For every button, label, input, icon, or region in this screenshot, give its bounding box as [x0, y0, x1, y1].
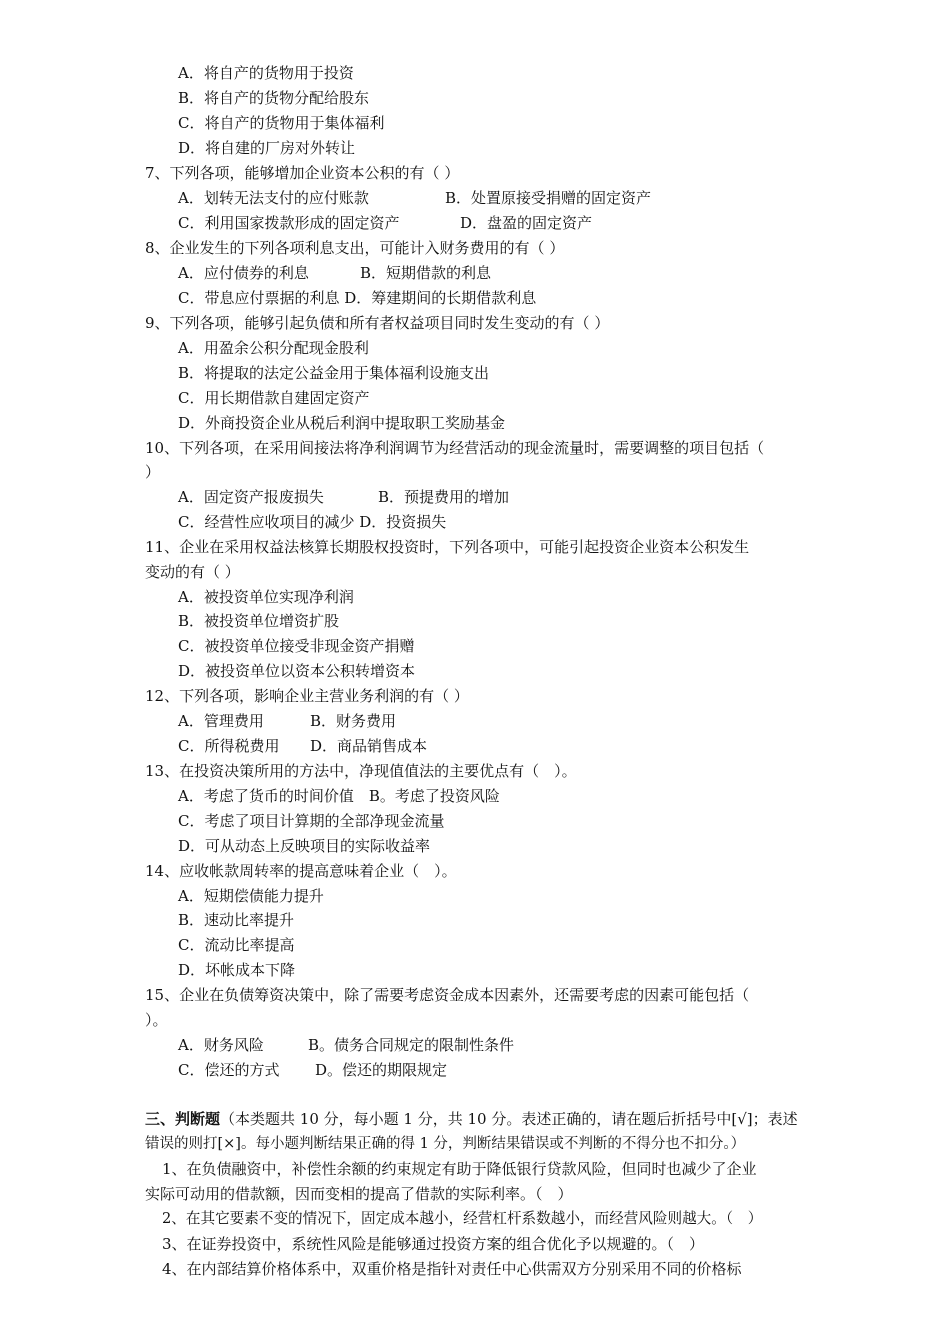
q12-option-d: D．商品销售成本 — [310, 737, 428, 755]
q13-option-d: D．可从动态上反映项目的实际收益率 — [178, 837, 431, 855]
q14-option-a: A．短期偿债能力提升 — [178, 887, 324, 905]
q7-option-c: C．利用国家拨款形成的固定资产 — [178, 214, 400, 232]
q9-stem: 9、下列各项，能够引起负债和所有者权益项目同时发生变动的有（ ） — [145, 314, 610, 332]
section3-intro-text: （本类题共 10 分，每小题 1 分，共 10 分。表述正确的，请在题后折括号中[√]；表述 — [220, 1110, 798, 1128]
q6-option-c: C．将自产的货物用于集体福利 — [178, 114, 385, 132]
q15-stem-line1: 15、企业在负债筹资决策中，除了需要考虑资金成本因素外，还需要考虑的因素可能包括（ — [145, 986, 750, 1004]
q8-stem: 8、企业发生的下列各项利息支出，可能计入财务费用的有（ ） — [145, 239, 565, 257]
q15-option-d: D。偿还的期限规定 — [315, 1061, 448, 1079]
q11-option-a: A．被投资单位实现净利润 — [178, 588, 354, 606]
q10-stem-line2: ） — [145, 463, 161, 481]
q14-option-c: C．流动比率提高 — [178, 936, 295, 954]
q14-option-b: B．速动比率提升 — [178, 911, 295, 929]
q9-option-b: B．将提取的法定公益金用于集体福利设施支出 — [178, 364, 490, 382]
q8-option-cd: C．带息应付票据的利息 D．筹建期间的长期借款利息 — [178, 289, 537, 307]
q11-stem-line1: 11、企业在采用权益法核算长期股权投资时，下列各项中，可能引起投资企业资本公积发生 — [145, 538, 750, 556]
judge-item-1-line1: 1、在负债融资中，补偿性余额的约束规定有助于降低银行贷款风险，但同时也减少了企业 — [162, 1160, 757, 1178]
q13-stem: 13、在投资决策所用的方法中，净现值值法的主要优点有（ ）。 — [145, 762, 577, 780]
q11-stem-line2: 变动的有（ ） — [145, 563, 240, 581]
judge-item-2: 2、在其它要素不变的情况下，固定成本越小，经营杠杆系数越小，而经营风险则越大。（ ） — [162, 1210, 763, 1227]
q9-option-a: A．用盈余公积分配现金股利 — [178, 339, 369, 357]
q14-option-d: D．坏帐成本下降 — [178, 961, 296, 979]
q6-option-d: D．将自建的厂房对外转让 — [178, 139, 356, 157]
q10-option-cd: C．经营性应收项目的减少 D．投资损失 — [178, 513, 447, 531]
q15-option-a: A．财务风险 — [178, 1036, 264, 1054]
q12-option-c: C．所得税费用 — [178, 737, 280, 755]
q12-option-b: B．财务费用 — [310, 712, 397, 730]
q9-option-c: C．用长期借款自建固定资产 — [178, 389, 370, 407]
q13-option-c: C．考虑了项目计算期的全部净现金流量 — [178, 812, 445, 830]
q11-option-d: D．被投资单位以资本公积转增资本 — [178, 662, 416, 680]
q7-stem: 7、下列各项，能够增加企业资本公积的有（ ） — [145, 164, 460, 182]
q7-option-a: A．划转无法支付的应付账款 — [178, 189, 369, 207]
q15-stem-line2: ）。 — [145, 1011, 168, 1029]
q6-option-a: A．将自产的货物用于投资 — [178, 64, 354, 82]
q7-option-b: B．处置原接受捐赠的固定资产 — [445, 189, 652, 207]
q10-stem-line1: 10、下列各项，在采用间接法将净利润调节为经营活动的现金流量时，需要调整的项目包括（ — [145, 439, 765, 457]
q15-option-c: C．偿还的方式 — [178, 1061, 280, 1079]
q10-option-a: A．固定资产报废损失 — [178, 488, 324, 506]
q11-option-c: C．被投资单位接受非现金资产捐赠 — [178, 637, 415, 655]
q15-option-b: B。债务合同规定的限制性条件 — [308, 1036, 515, 1054]
q7-option-d: D．盘盈的固定资产 — [460, 214, 593, 232]
q8-option-a: A．应付债券的利息 — [178, 264, 309, 282]
section3-intro-line2: 错误的则打[×]。每小题判断结果正确的得 1 分，判断结果错误或不判断的不得分也不扣分。） — [145, 1136, 746, 1152]
q6-option-b: B．将自产的货物分配给股东 — [178, 89, 370, 107]
q14-stem: 14、应收帐款周转率的提高意味着企业（ ）。 — [145, 862, 457, 880]
q11-option-b: B．被投资单位增资扩股 — [178, 612, 340, 630]
section3-title: 三、判断题 — [145, 1110, 221, 1128]
judge-item-4-line1: 4、在内部结算价格体系中，双重价格是指针对责任中心供需双方分别采用不同的价格标 — [162, 1260, 742, 1278]
q12-option-a: A．管理费用 — [178, 712, 264, 730]
q9-option-d: D．外商投资企业从税后利润中提取职工奖励基金 — [178, 414, 506, 432]
judge-item-3: 3、在证券投资中，系统性风险是能够通过投资方案的组合优化予以规避的。（ ） — [162, 1235, 705, 1253]
q13-option-ab: A．考虑了货币的时间价值 B。考虑了投资风险 — [178, 787, 500, 805]
q8-option-b: B．短期借款的利息 — [360, 264, 492, 282]
judge-item-1-line2: 实际可动用的借款额，因而变相的提高了借款的实际利率。（ ） — [145, 1185, 573, 1203]
section3-intro-line1 — [145, 1109, 798, 1129]
q12-stem: 12、下列各项，影响企业主营业务利润的有（ ） — [145, 687, 469, 705]
q10-option-b: B．预提费用的增加 — [378, 488, 510, 506]
